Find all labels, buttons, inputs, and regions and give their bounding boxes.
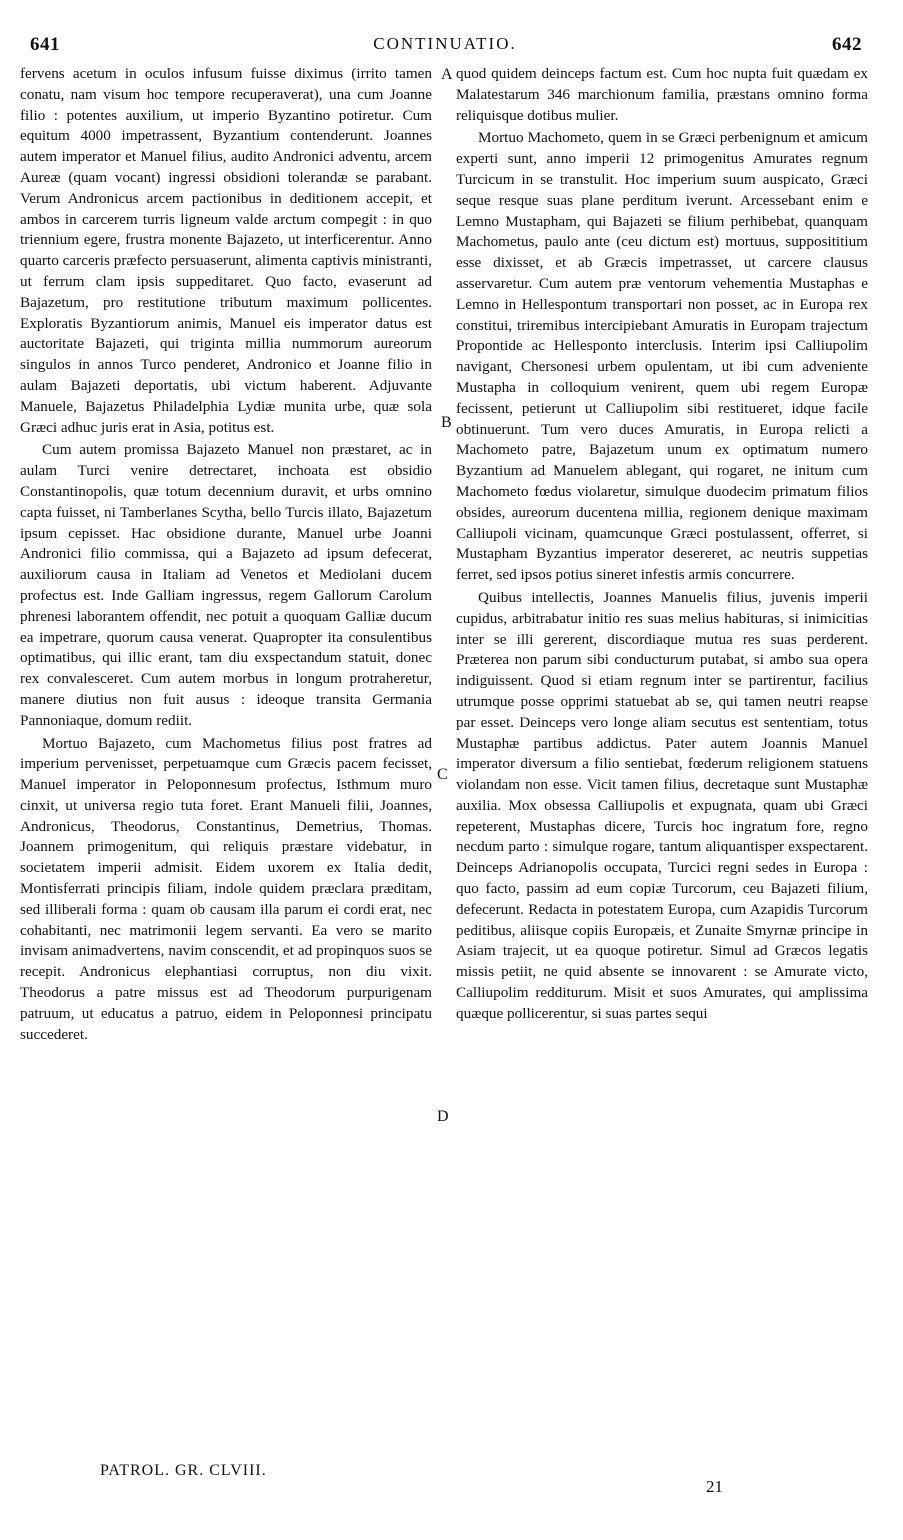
page-number-right: 642 (832, 34, 862, 55)
left-paragraph-3: Mortuo Bajazeto, cum Machometus filius post fratres ad imperium pervenisset, perpetuamque cum Græcis pacem fecisset, Manuel imperator in Peloponnesum profectus, Isthmum muro cinxit, ut universa regio tuta foret. Erant Manueli filii, Joannes, Andronicus, Theodorus, Constantinus, Demetrius, Thomas. Joannem primogenitum, qui reliquis præstare videbatur, in societatem imperii admisit. Eidem uxorem ex Italia dedit, Montisferrati principis filiam, indole quidem præclara præditam, sed illiberali forma : quam ob causam illa parum ei cordi erat, nec cohabitanti, nec matrimonii legem servanti. Ea vero se marito invisam animadvertens, navim conscendit, et ad propinquos suos se recepit. Andronicus elephantiasi corruptus, non diu vixit. Theodorus a patre missus est ad Theodorum purpurigenam patruum, ut educatus a patruo, eidem in Peloponnesi principatu succederet. (20, 734, 432, 1043)
page-number-left: 641 (30, 34, 60, 55)
running-header (20, 34, 870, 58)
right-column (456, 64, 868, 1025)
margin-marker-d: D (437, 1108, 449, 1125)
right-paragraph-3: Quibus intellectis, Joannes Manuelis filius, juvenis imperii cupidus, arbitrabatur initio res suas melius habituras, si inimicitias inter se illi gererent, discordiaque mutua res suas perderent. Præterea non parum sibi conducturum putabat, si ambo sua opera indiguissent. Quod si etiam regnum inter se partirentur, facilius utrumque posse opprimi statuebat ab se, qui tamen neutri reapse par esset. Deinceps vero longe aliam secutus est sententiam, totus Mustaphæ partibus addictus. Pater autem Joannis Manuel imperator diversum a filio sentiebat, fœderum religionem statuens violandam non esse. Vicit tamen filius, decretaque sunt Mustaphæ auxilia. Mox obsessa Calliupolis et expugnata, quam ubi Græci repeterent, Mustaphas dicere, Turcis hoc ingratum fore, regno necdum parto : simulque rogare, tantum aliquantisper exspectarent. Deinceps Adrianopolis occupata, Turcici regni sedes in Europa : quo facto, passim ad eum copiæ Turcorum, ceu Bajazeti filium, defecerunt. Redacta in potestatem Europa, cum Azapidis Turcorum peditibus, aliisque copiis Europæis, et Zunaite Smyrnæ principe in Asiam trajecit, ut ea quoque potiretur. Simul ad Græcos legatis missis petiit, ne quid absente se innovarent : se Amurate victo, Calliupolim redditurum. Misit et suos Amurates, qui amplissima quæque pollicerentur, si suas partes sequi (456, 588, 868, 1022)
right-paragraph-2: Mortuo Machometo, quem in se Græci perbenignum et amicum experti sunt, anno imperii 12 primogenitus Amurates regnum Turcicum in se transtulit. Hoc imperium suum auspicato, Græci seque resque suas plane perditum iverunt. Arcessebant enim e Lemno Mustapham, qui Bajazeti se filium perhibebat, quanquam Machometus, paulo ante (ceu dictum est) mortuus, supposititium esse dixisset, et ab Græcis impetrasset, ut carcere clausus asservaretur. Cum autem præ ventorum vehementia Mustaphas e Lemno in Hellespontum transportari non posset, ac in Europa rex constitui, triremibus intercipiebant Amuratis in Europam trajectum Propontide ac Hellesponto interclusis. Interim ipsi Calliupolim navigant, Chersonesi urbem opulentam, ut ibi cum adveniente Mustapha in colloquium venirent, quem ubi regem Europæ fecissent, petierunt ut Calliupolim sibi restitueret, idque facile obtinuerunt. Tum vero duces Amuratis, in Europa relicti a Machometo patre, Bajazetum unum ex optimatum numero Byzantium ad Manuelem ablegant, qui rogaret, ne initum cum Machometo fœdus violaretur, simulque duodecim primatum filios obsides, aureorum ducentena millia, regionem denique maximam Calliupoli vicinam, quamcunque Græci postulassent, offerret, si Mustapham Byzantius imperator desereret, ac neutris suppetias ferret, sed ipsos potius sineret infestis armis concurrere. (456, 129, 868, 584)
footer-signature-right: 21 (706, 1477, 723, 1496)
left-column (20, 64, 432, 1045)
left-paragraph-1: fervens acetum in oculos infusum fuisse diximus (irrito tamen conatu, nam visum hoc tempore recuperaverat), una cum Joanne filio : potentes auxilium, ut imperio Byzantino potiretur. Cum equitum 4000 impetrassent, Byzantium contenderunt. Joannes autem imperator et Manuel filius, audito Andronici adventu, arcem Aureæ (quam vocant) ingressi obsidioni tolerandæ se parabant. Verum Andronicus arcem pactionibus in deditionem accepit, et ambos in carcerem turris ligneum valde arctum compegit : in quo triennium egere, frustra monente Bajazeto, ut interficerentur. Anno quarto carceris præfecto persuaserunt, alimenta captivis ministranti, ut ferrum clam ipsis suppeditaret. Quo facto, evaserunt ad Bajazetum, pro restitutione tributum maximum pollicentes. Exploratis Byzantiorum animis, Manuel eis imperator datus est auctoritate Bajazeti, qui triginta millia nummorum aureorum singulos in annos Turco penderet, Andronico et Joanne filio in aulam Bajazeti deportatis, ubi victum haberent. Adjuvante Manuele, Bajazetus Philadelphia Lydiæ munita urbe, quæ sola Græci adhuc juris erat in Asia, potitus est. (20, 65, 432, 436)
margin-marker-a: A (441, 66, 453, 83)
margin-marker-b: B (441, 414, 452, 431)
right-paragraph-1: quod quidem deinceps factum est. Cum hoc nupta fuit quædam ex Malatestarum 346 marchionum familia, præstans omnino forma reliquisque dotibus mulier. (456, 65, 868, 124)
footer-signature-left: PATROL. GR. CLVIII. (100, 1462, 267, 1479)
left-paragraph-2: Cum autem promissa Bajazeto Manuel non præstaret, ac in aulam Turci venire detrectaret, inchoata est obsidio Constantinopolis, quæ totum decennium duravit, et urbs omnino capta fuisset, ni Tamberlanes Scytha, bello Turcis illato, Bajazetum ipsum cepisset. Hac obsidione durante, Manuel urbe Joanni Andronici filio commissa, qui a Bajazeto ad ipsum defecerat, auxiliorum causa in Italiam ad Venetos et Mediolani ducem profectus est. Inde Galliam ingressus, regem Gallorum Carolum phrenesi laborantem offendit, nec potuit a quoquam Galliæ ducum ea impetrare, quorum causa venerat. Quapropter ita consulentibus optimatibus, qui illic erant, tam diu exspectandum statuit, donec rex convalesceret. Cum autem morbus in longum protraheretur, manere diutius non fuit ausus : ideoque transita Germania Pannoniaque, domum rediit. (20, 441, 432, 729)
margin-marker-c: C (437, 766, 448, 783)
running-title: CONTINUATIO. (373, 34, 517, 53)
